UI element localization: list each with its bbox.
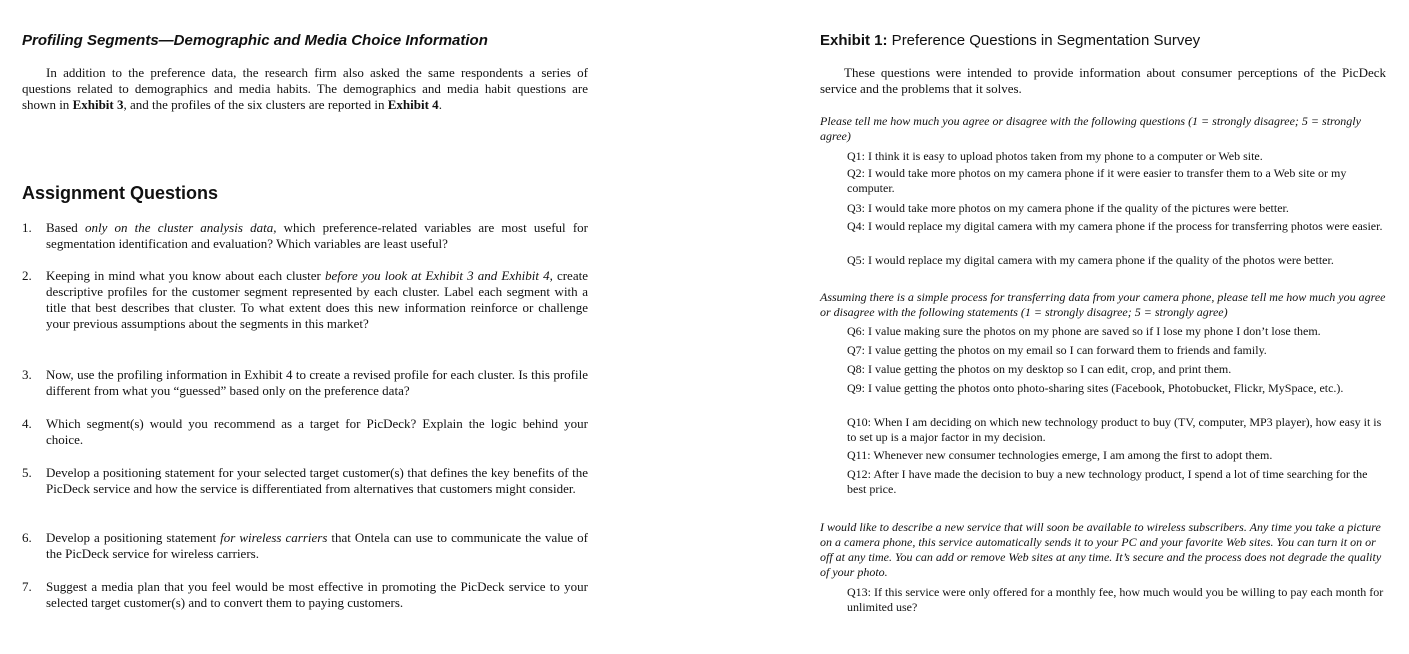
survey-question: Q4: I would replace my digital camera with my camera phone if the process for transferring photos were easier.	[847, 219, 1383, 233]
exhibit-intro: These questions were intended to provide information about consumer perceptions of the PicDeck service and the problems that it solves.	[820, 65, 1386, 96]
assignment-question	[22, 268, 588, 332]
question-text	[46, 367, 588, 399]
question-number: 2.	[22, 268, 32, 283]
assignment-question	[22, 416, 588, 448]
question-number: 3.	[22, 367, 32, 382]
assignment-heading: Assignment Questions	[22, 183, 219, 203]
assignment-question	[22, 367, 588, 399]
question-number: 5.	[22, 465, 32, 480]
left-page	[22, 0, 588, 654]
assignment-question	[22, 530, 588, 562]
question-text	[46, 579, 588, 611]
survey-question: Q7: I value getting the photos on my email so I can forward them to friends and family.	[847, 343, 1267, 357]
question-text	[46, 220, 588, 252]
question-number: 4.	[22, 416, 32, 431]
question-text-part: Based	[46, 220, 85, 235]
survey-question: Q9: I value getting the photos onto photo-sharing sites (Facebook, Photobucket, Flickr, MySpace, etc.).	[847, 381, 1344, 395]
question-text	[46, 268, 588, 332]
survey-question: Q12: After I have made the decision to buy a new technology product, I spend a lot of time searching for the best price.	[847, 467, 1368, 496]
exhibit-title-text: Preference Questions in Segmentation Survey	[887, 32, 1201, 49]
survey-question: Q11: Whenever new consumer technologies emerge, I am among the first to adopt them.	[847, 448, 1273, 462]
survey-question: Q6: I value making sure the photos on my phone are saved so if I lose my phone I don’t lose them.	[847, 324, 1321, 338]
question-text	[46, 465, 588, 497]
assignment-question	[22, 465, 588, 497]
question-text-emphasis: for wireless carriers	[220, 530, 328, 545]
survey-prompt: Assuming there is a simple process for transferring data from your camera phone, please tell me how much you agree or disagree with the following statements (1 = strongly disagree; 5 = strongly agree)	[820, 290, 1386, 319]
survey-question: Q8: I value getting the photos on my desktop so I can edit, crop, and print them.	[847, 362, 1232, 376]
exhibit-title	[820, 32, 1200, 49]
survey-question: Q10: When I am deciding on which new technology product to buy (TV, computer, MP3 player), how easy it is to set up is a major factor in my decision.	[847, 415, 1382, 444]
section-title: Profiling Segments—Demographic and Media Choice Information	[22, 32, 488, 49]
survey-question: Q5: I would replace my digital camera with my camera phone if the quality of the photos were better.	[847, 253, 1334, 267]
right-page	[820, 0, 1386, 654]
intro-text: In addition to the preference data, the research firm also asked the same respondents a series of questions related to demographics and media habits. The demographics and media habit questions are shown in	[22, 65, 588, 112]
intro-exhibit-ref: Exhibit 3	[72, 97, 124, 112]
survey-prompt: Please tell me how much you agree or disagree with the following questions (1 = strongly disagree; 5 = strongly agree)	[820, 114, 1361, 143]
question-text-part: that Ontela can use to communicate the value of the PicDeck service for wireless carriers.	[46, 530, 588, 561]
question-text-part: Keeping in mind what you know about each cluster	[46, 268, 325, 283]
question-text	[46, 530, 588, 562]
question-text-part: Develop a positioning statement for your selected target customer(s) that defines the key benefits of the PicDeck service and how the service is differentiated from alternatives that customers might consider.	[46, 465, 588, 496]
question-text-part: Suggest a media plan that you feel would be most effective in promoting the PicDeck service to your selected target customer(s) and to convert them to paying customers.	[46, 579, 588, 610]
intro-text: .	[438, 97, 442, 112]
question-text	[46, 416, 588, 448]
survey-question: Q1: I think it is easy to upload photos taken from my phone to a computer or Web site.	[847, 149, 1263, 163]
survey-prompt: I would like to describe a new service that will soon be available to wireless subscribers. Any time you take a picture on a camera phone, this service automatically sends it to your PC and your favorite Web sites. You can turn it on or off at any time. You can add or remove Web sites at any time. It’s secure and the process does not degrade the quality of your photo.	[820, 520, 1382, 579]
assignment-question	[22, 220, 588, 252]
intro-text: , and the profiles of the six clusters are reported in	[123, 97, 388, 112]
intro-exhibit-ref: Exhibit 4	[387, 97, 439, 112]
question-text-part: which preference-related variables are most useful for segmentation identification and evaluation? Which variables are least useful?	[46, 220, 588, 251]
question-number: 6.	[22, 530, 32, 545]
question-text-part: Now, use the profiling information in Exhibit 4 to create a revised profile for each cluster. Is this profile different from what you “guessed” based only on the preference data?	[46, 367, 588, 398]
question-number: 7.	[22, 579, 32, 594]
assignment-question	[22, 579, 588, 611]
question-text-emphasis: before you look at Exhibit 3 and Exhibit 4,	[325, 268, 553, 283]
question-text-part: Which segment(s) would you recommend as a target for PicDeck? Explain the logic behind your choice.	[46, 416, 588, 447]
question-number: 1.	[22, 220, 32, 235]
question-text-emphasis: only on the cluster analysis data,	[84, 220, 277, 235]
exhibit-label: Exhibit 1:	[820, 32, 888, 49]
survey-question: Q2: I would take more photos on my camera phone if it were easier to transfer them to a Web site or my computer.	[847, 166, 1347, 195]
survey-question: Q3: I would take more photos on my camera phone if the quality of the pictures were better.	[847, 201, 1289, 215]
question-text-part: create descriptive profiles for the customer segment represented by each cluster. Label each segment with a title that best describes that cluster. To what extent does this new information reinforce or challenge your previous assumptions about the segments in this market?	[46, 268, 588, 331]
intro-paragraph	[22, 65, 588, 113]
survey-question: Q13: If this service were only offered for a monthly fee, how much would you be willing to pay each month for unlimited use?	[847, 585, 1384, 614]
question-text-part: Develop a positioning statement	[46, 530, 221, 545]
